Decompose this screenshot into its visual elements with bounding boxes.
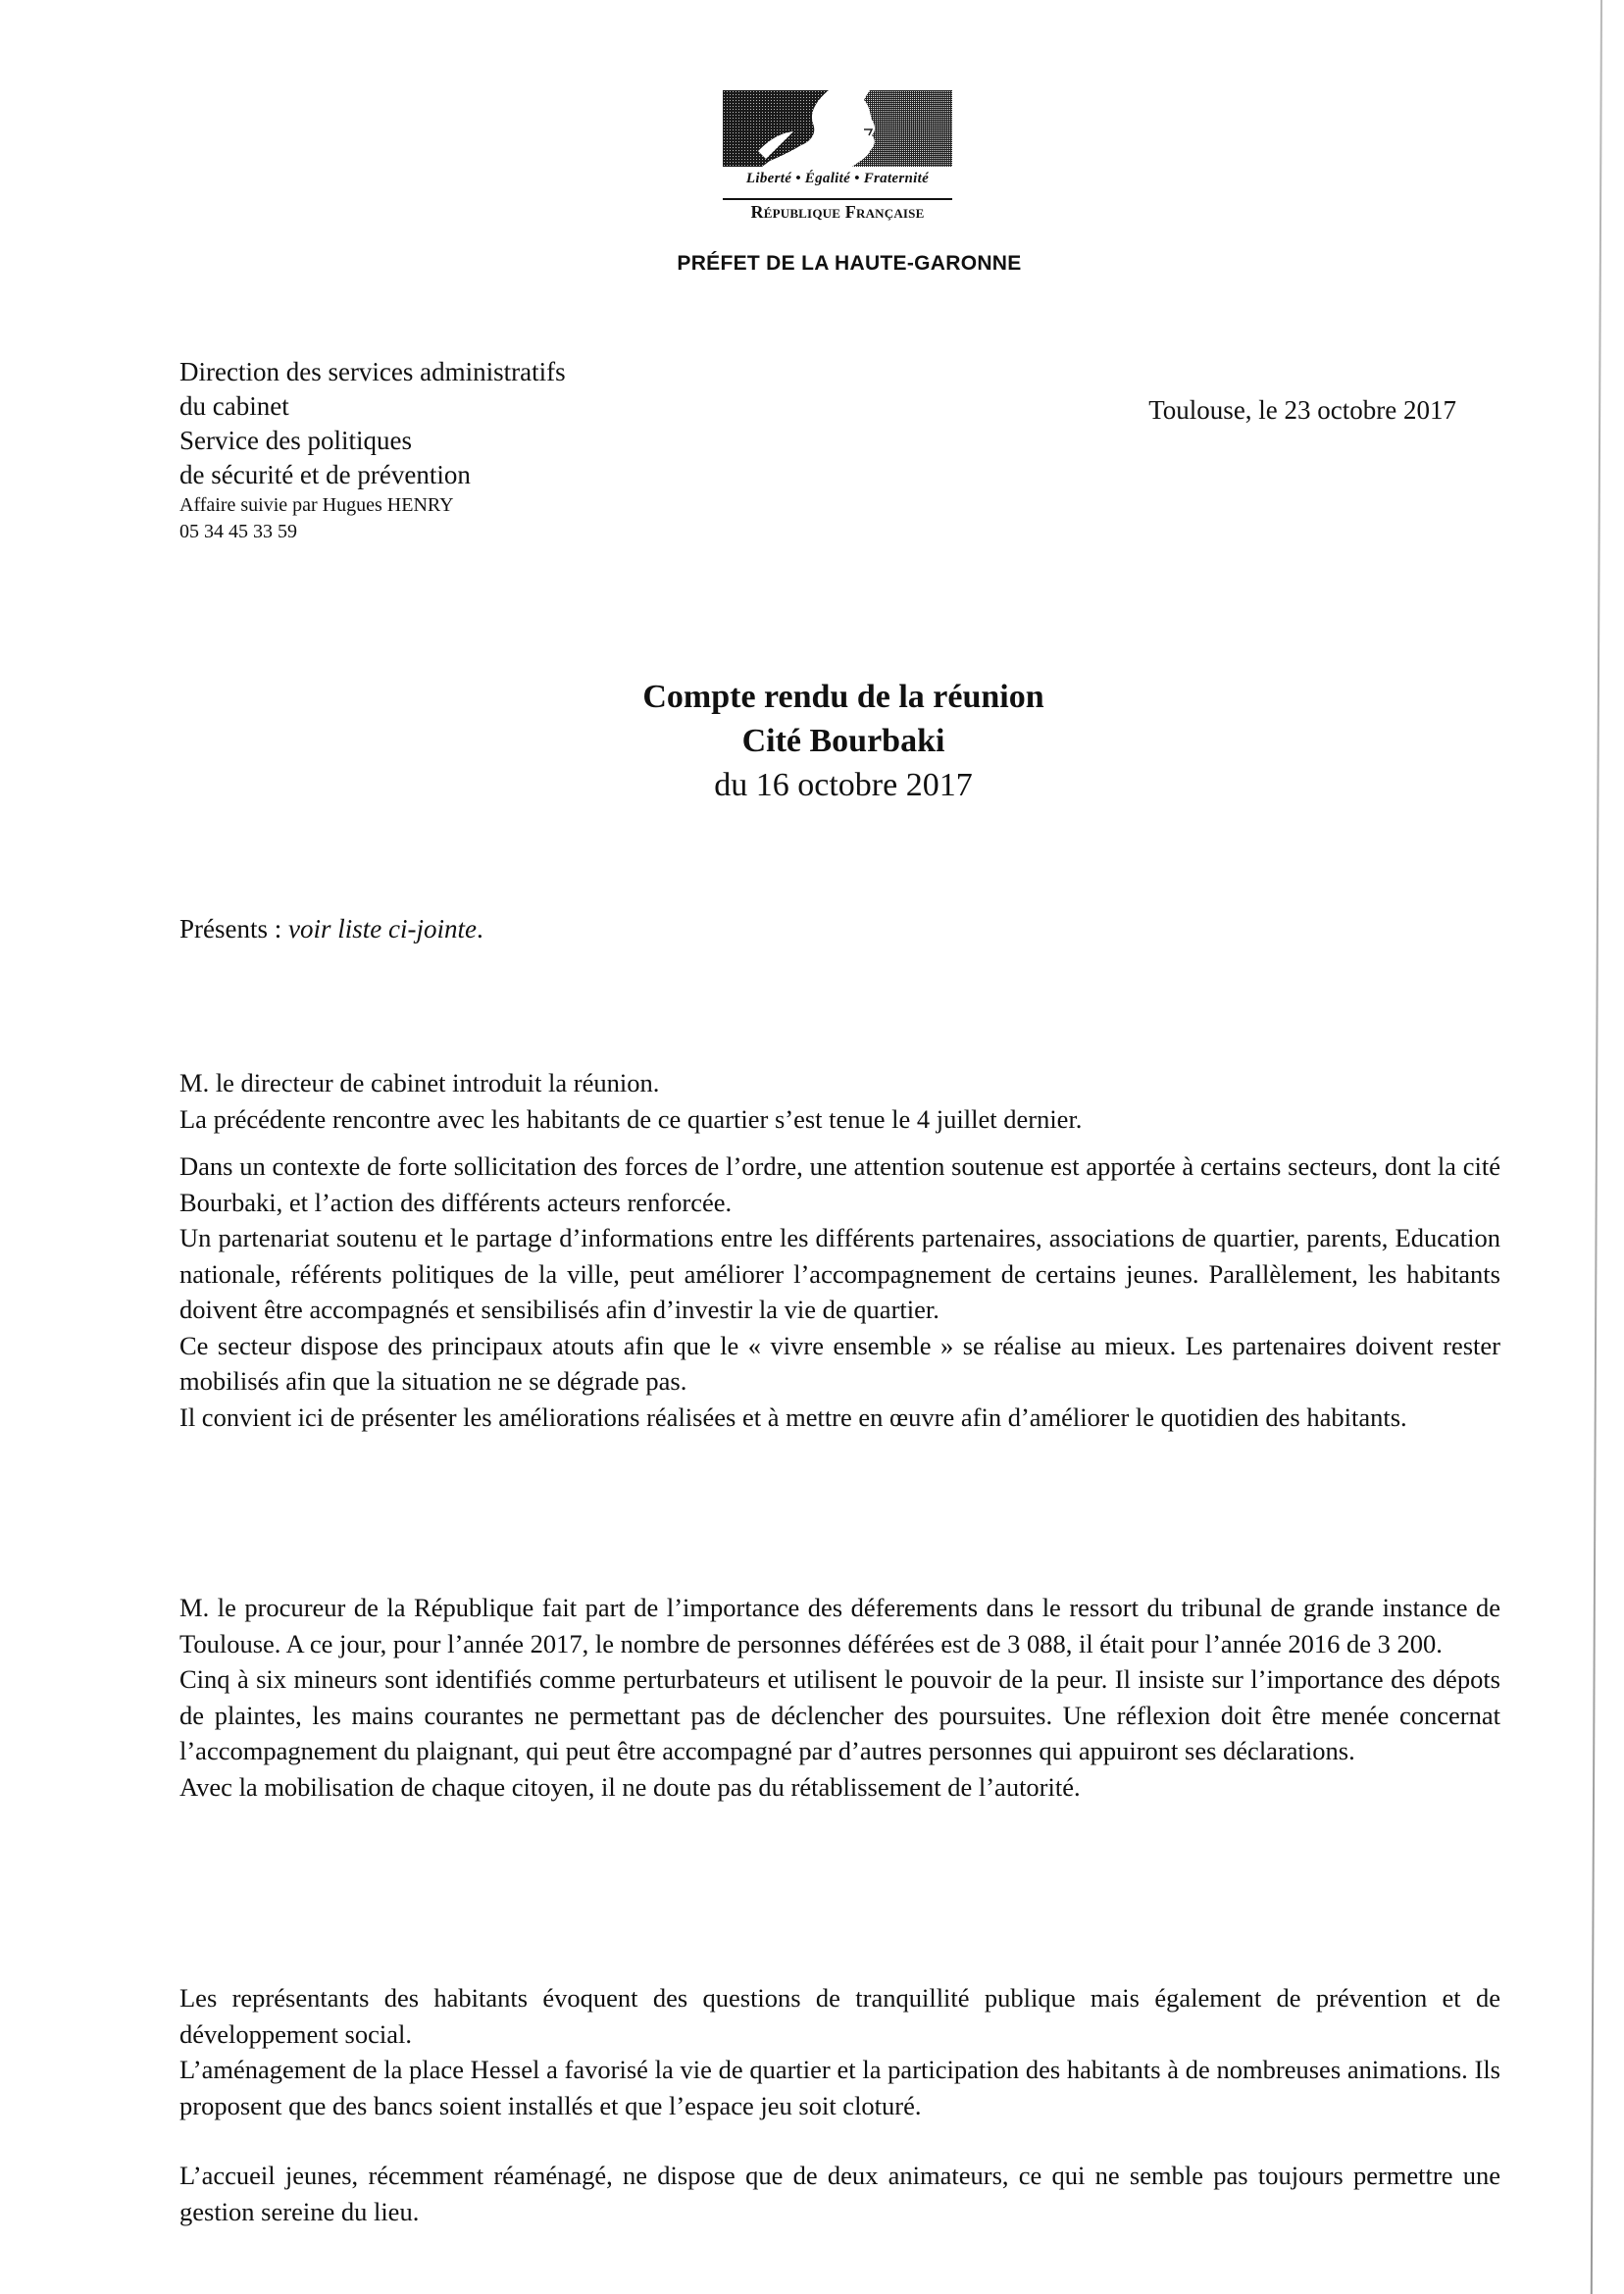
title-date: du 16 octobre 2017 <box>714 767 973 803</box>
body-text: L’accueil jeunes, récemment réaménagé, ne dispose que de deux animateurs, ce qui ne semble pas toujours permettre une gestion sereine du lieu. <box>179 2161 1500 2226</box>
sender-service: Service des politiques <box>179 426 412 455</box>
sender-phone: 05 34 45 33 59 <box>179 521 297 542</box>
body-text: Avec la mobilisation de chaque citoyen, il ne doute pas du rétablissement de l’autorité. <box>179 1771 1081 1802</box>
paragraph-habitants <box>179 1980 1500 2123</box>
sender-contact: Affaire suivie par Hugues HENRY <box>179 494 454 516</box>
body-text: M. le procureur de la République fait part de l’importance des déferements dans le ressort du tribunal de grande instance de Toulouse. A ce jour, pour l’année 2017, le nombre de personnes déférées est de 3 088, il était pour l’année 2016 de 3 200. <box>179 1593 1500 1658</box>
scan-edge-line <box>1591 0 1602 2294</box>
document-title <box>451 675 1236 807</box>
body-text: L’aménagement de la place Hessel a favorisé la vie de quartier et la participation des habitants à de nombreuses animations. Ils proposent que des bancs soient installés et que l’espace jeu soit cloturé. <box>179 2055 1500 2120</box>
title-line-1: Compte rendu de la réunion <box>642 679 1044 715</box>
attendees-end: . <box>476 914 483 943</box>
republic-motto: Liberté • Égalité • Fraternité <box>745 171 930 186</box>
republique-francaise-logo <box>723 90 952 224</box>
document-date: Toulouse, le 23 octobre 2017 <box>1148 395 1456 425</box>
body-text: Les représentants des habitants évoquent des questions de tranquillité publique mais également de prévention et de développement social. <box>179 1983 1500 2049</box>
sender-block <box>179 355 566 545</box>
attendees-label: Présents : <box>179 914 288 943</box>
republique-francaise-label: République Française <box>750 202 925 222</box>
attendees-value: voir liste ci-jointe <box>288 914 477 943</box>
title-line-2: Cité Bourbaki <box>741 723 945 759</box>
body-text: Ce secteur dispose des principaux atouts afin que le « vivre ensemble » se réalise au mieux. Les partenaires doivent rester mobilisés afin que la situation ne se dégrade pas. <box>179 1330 1500 1396</box>
logo-divider <box>723 198 952 200</box>
marianne-logo-icon <box>723 90 952 167</box>
attendees-line <box>179 914 483 944</box>
body-text: Cinq à six mineurs sont identifiés comme perturbateurs et utilisent le pouvoir de la peur. Il insiste sur l’importance des dépots de plaintes, les mains courantes ne permettant pas de déclencher des poursuites. Une réflexion doit être menée concernat l’accompagnement du plaignant, qui peut être accompagné par d’autres personnes qui appuiront ses déclarations. <box>179 1664 1500 1765</box>
paragraph-context <box>179 1148 1500 1435</box>
sender-cabinet: du cabinet <box>179 391 289 421</box>
body-text: Un partenariat soutenu et le partage d’informations entre les différents partenaires, associations de quartier, parents, Education nationale, référents politiques de la ville, peut améliorer l’accompagnement de certains jeunes. Parallèlement, les habitants doivent être accompagnés et sensibilisés afin d’investir la vie de quartier. <box>179 1223 1500 1324</box>
body-text: M. le directeur de cabinet introduit la réunion. <box>179 1068 660 1097</box>
body-text: Dans un contexte de forte sollicitation des forces de l’ordre, une attention soutenue est apportée à certains secteurs, dont la cité Bourbaki, et l’action des différents acteurs renforcée. <box>179 1151 1500 1217</box>
body-text: La précédente rencontre avec les habitants de ce quartier s’est tenue le 4 juillet dernier. <box>179 1103 1083 1134</box>
paragraph-introduction <box>179 1065 1500 1137</box>
paragraph-accueil-jeunes <box>179 2158 1500 2229</box>
paragraph-procureur <box>179 1590 1500 1805</box>
sender-direction: Direction des services administratifs <box>179 357 566 386</box>
prefecture-heading: PRÉFET DE LA HAUTE-GARONNE <box>677 252 1022 275</box>
sender-service-detail: de sécurité et de prévention <box>179 460 471 489</box>
body-text: Il convient ici de présenter les améliorations réalisées et à mettre en œuvre afin d’améliorer le quotidien des habitants. <box>179 1402 1407 1432</box>
